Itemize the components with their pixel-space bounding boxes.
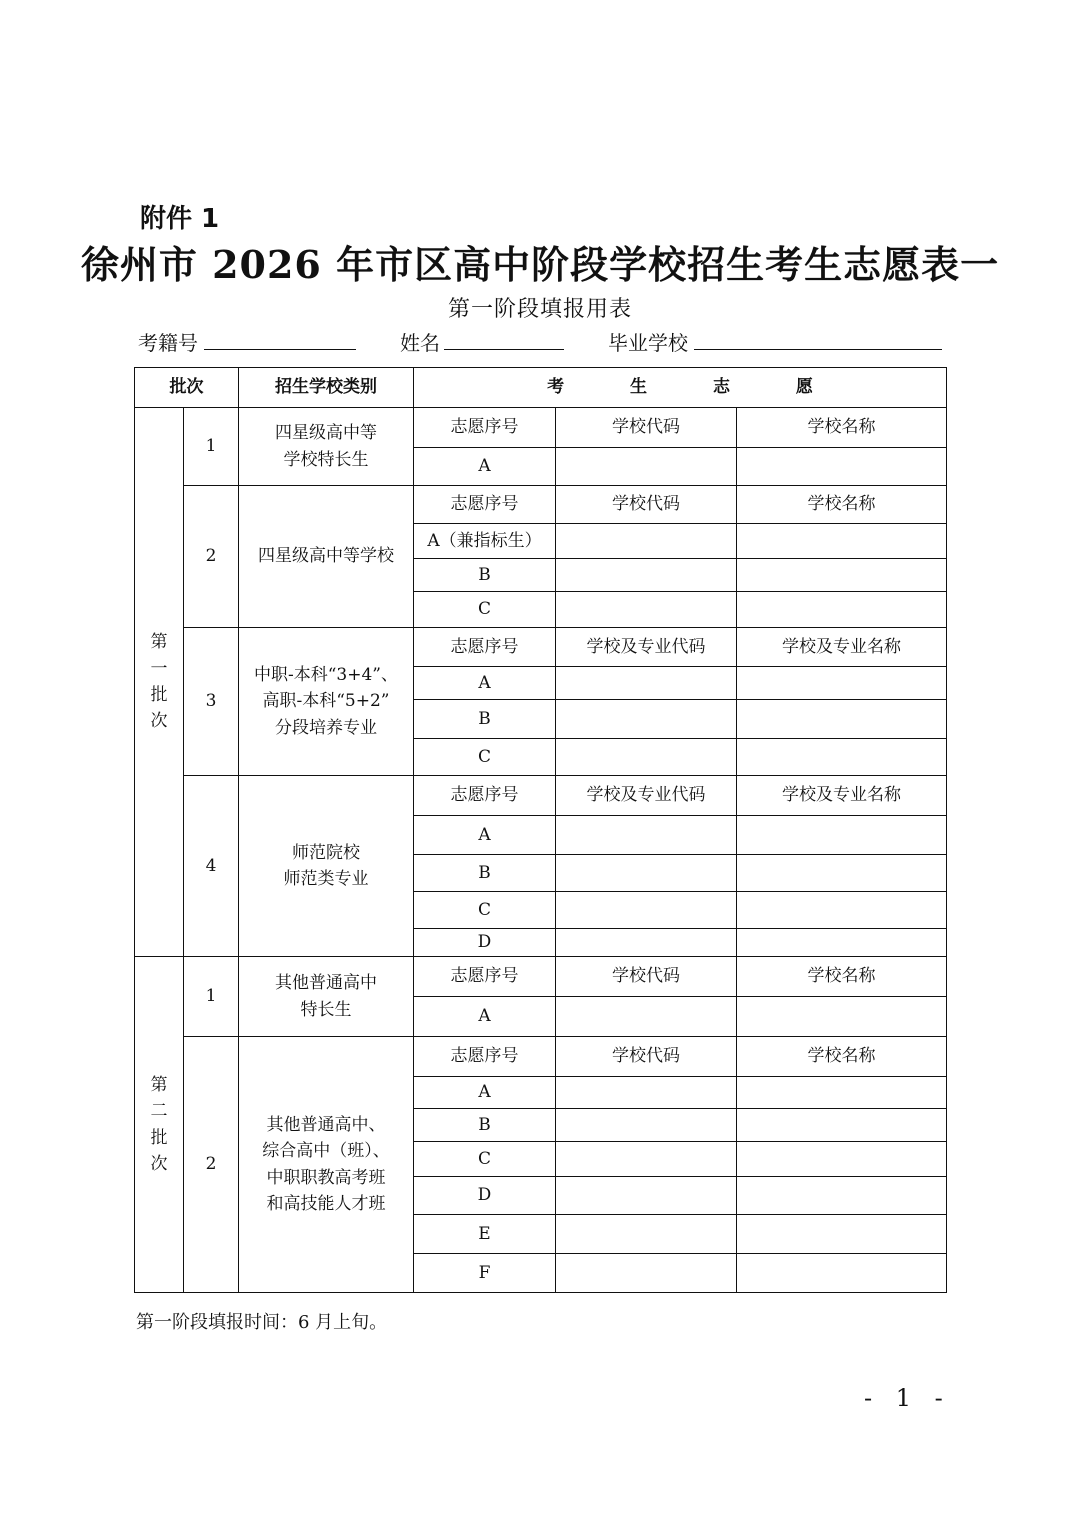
choice-column-header: 志愿序号 (414, 408, 556, 448)
school-code-cell[interactable] (556, 592, 737, 628)
school-code-cell[interactable] (556, 929, 737, 957)
name-field[interactable] (444, 349, 564, 350)
school-code-cell[interactable] (556, 1177, 737, 1215)
candidate-info-line (138, 325, 946, 355)
group-header-row (135, 776, 947, 816)
school-category-line: 其他普通高中、 (266, 1114, 386, 1135)
school-name-cell[interactable] (737, 997, 947, 1037)
group-header-row (135, 1037, 947, 1077)
batch-label-char: 批 (150, 1127, 168, 1148)
choice-column-header: 学校名称 (737, 486, 947, 524)
exam-id-field[interactable] (204, 349, 356, 350)
choice-column-header: 志愿序号 (414, 957, 556, 997)
choice-column-header: 学校代码 (556, 957, 737, 997)
school-category-line: 其他普通高中 (275, 973, 377, 994)
school-category-line: 学校特长生 (283, 449, 369, 470)
school-category-line: 综合高中（班）、 (262, 1141, 390, 1162)
choice-column-header: 学校名称 (737, 1037, 947, 1077)
school-category-line: 和高技能人才班 (266, 1193, 386, 1214)
school-code-cell[interactable] (556, 559, 737, 592)
choice-order: C (414, 892, 556, 929)
choice-order: A (414, 1077, 556, 1109)
school-code-cell[interactable] (556, 997, 737, 1037)
form-subtitle: 第一阶段填报用表 (447, 297, 632, 322)
school-field[interactable] (694, 349, 942, 350)
batch-label (135, 957, 184, 1293)
school-category-line: 中职-本科“3+4”、 (253, 664, 398, 685)
choice-order: D (414, 1177, 556, 1215)
group-number: 1 (184, 957, 239, 1037)
choice-column-header: 学校代码 (556, 486, 737, 524)
group-number: 1 (184, 408, 239, 486)
choice-column-header: 学校及专业名称 (737, 776, 947, 816)
school-code-cell[interactable] (556, 524, 737, 559)
fill-time-note: 第一阶段填报时间：6 月上旬。 (136, 1312, 388, 1333)
choice-order: C (414, 592, 556, 628)
batch-label-char: 二 (150, 1101, 168, 1122)
school-name-cell[interactable] (737, 1254, 947, 1293)
group-header-row (135, 957, 947, 997)
school-code-cell[interactable] (556, 667, 737, 700)
exam-id-label: 考籍号 (138, 331, 198, 355)
choice-order: B (414, 700, 556, 739)
school-code-cell[interactable] (556, 855, 737, 892)
school-name-cell[interactable] (737, 929, 947, 957)
school-name-cell[interactable] (737, 524, 947, 559)
school-code-cell[interactable] (556, 700, 737, 739)
school-code-cell[interactable] (556, 1215, 737, 1254)
choice-column-header: 学校及专业代码 (556, 776, 737, 816)
school-code-cell[interactable] (556, 1109, 737, 1142)
school-label: 毕业学校 (608, 331, 688, 355)
school-name-cell[interactable] (737, 1215, 947, 1254)
group-number: 2 (184, 1037, 239, 1293)
choice-order: B (414, 1109, 556, 1142)
school-name-cell[interactable] (737, 1109, 947, 1142)
school-category (239, 1037, 414, 1293)
choice-column-header: 学校名称 (737, 408, 947, 448)
school-code-cell[interactable] (556, 892, 737, 929)
group-header-row (135, 486, 947, 524)
batch-label (135, 408, 184, 957)
school-category-line: 特长生 (300, 999, 352, 1020)
attachment-label: 附件 1 (140, 204, 220, 234)
school-name-cell[interactable] (737, 700, 947, 739)
choice-order: C (414, 1142, 556, 1177)
batch-label-char: 批 (150, 685, 168, 705)
form-title: 徐州市 2026 年市区高中阶段学校招生考生志愿表一 (80, 242, 1000, 287)
choice-order: A (414, 667, 556, 700)
batch-label-char: 第 (150, 1074, 168, 1095)
choice-order: D (414, 929, 556, 957)
choice-order: F (414, 1254, 556, 1293)
school-category (239, 776, 414, 957)
choice-column-header: 学校名称 (737, 957, 947, 997)
school-category (239, 408, 414, 486)
choice-order: A (414, 816, 556, 855)
school-name-cell[interactable] (737, 1077, 947, 1109)
school-name-cell[interactable] (737, 1142, 947, 1177)
choice-order: B (414, 559, 556, 592)
batch-label-char: 次 (150, 1153, 168, 1174)
school-name-cell[interactable] (737, 592, 947, 628)
choice-column-header: 学校代码 (556, 1037, 737, 1077)
choice-column-header: 学校及专业名称 (737, 628, 947, 667)
name-label: 姓名 (400, 331, 440, 355)
school-category-line: 四星级高中等 (275, 423, 377, 444)
school-category-line: 师范类专业 (283, 869, 369, 889)
choice-column-header: 学校及专业代码 (556, 628, 737, 667)
school-name-cell[interactable] (737, 667, 947, 700)
choice-order: A (414, 997, 556, 1037)
group-number: 2 (184, 486, 239, 628)
school-code-cell[interactable] (556, 816, 737, 855)
choice-order: A (414, 448, 556, 486)
school-code-cell[interactable] (556, 1077, 737, 1109)
header-category: 招生学校类别 (239, 368, 414, 408)
school-name-cell[interactable] (737, 855, 947, 892)
choice-column-header: 志愿序号 (414, 486, 556, 524)
school-category (239, 486, 414, 628)
school-name-cell[interactable] (737, 448, 947, 486)
school-name-cell[interactable] (737, 739, 947, 776)
choice-order: C (414, 739, 556, 776)
school-name-cell[interactable] (737, 559, 947, 592)
choice-order: A（兼指标生） (414, 524, 556, 559)
school-category-line: 高职-本科“5+2” (262, 691, 390, 712)
school-name-cell[interactable] (737, 816, 947, 855)
header-choices: 考 生 志 愿 (414, 368, 947, 408)
school-category (239, 628, 414, 776)
choice-column-header: 志愿序号 (414, 776, 556, 816)
school-code-cell[interactable] (556, 448, 737, 486)
school-code-cell[interactable] (556, 1142, 737, 1177)
table-header-row (135, 368, 947, 408)
choice-form-table (134, 367, 947, 1293)
header-batch: 批次 (135, 368, 239, 408)
school-name-cell[interactable] (737, 892, 947, 929)
school-category-line: 四星级高中等学校 (258, 546, 394, 567)
school-code-cell[interactable] (556, 739, 737, 776)
choice-order: B (414, 855, 556, 892)
choice-column-header: 志愿序号 (414, 1037, 556, 1077)
school-code-cell[interactable] (556, 1254, 737, 1293)
batch-label-char: 次 (150, 711, 168, 732)
school-category-line: 分段培养专业 (275, 717, 377, 738)
group-number: 4 (184, 776, 239, 957)
choice-order: E (414, 1215, 556, 1254)
school-category-line: 中职职教高考班 (266, 1167, 386, 1188)
group-number: 3 (184, 628, 239, 776)
school-category (239, 957, 414, 1037)
choice-column-header: 学校代码 (556, 408, 737, 448)
batch-label-char: 一 (150, 658, 168, 679)
group-header-row (135, 408, 947, 448)
school-name-cell[interactable] (737, 1177, 947, 1215)
school-category-line: 师范院校 (292, 842, 360, 863)
page-number: - 1 - (864, 1384, 951, 1412)
group-header-row (135, 628, 947, 667)
choice-column-header: 志愿序号 (414, 628, 556, 667)
batch-label-char: 第 (150, 632, 168, 653)
